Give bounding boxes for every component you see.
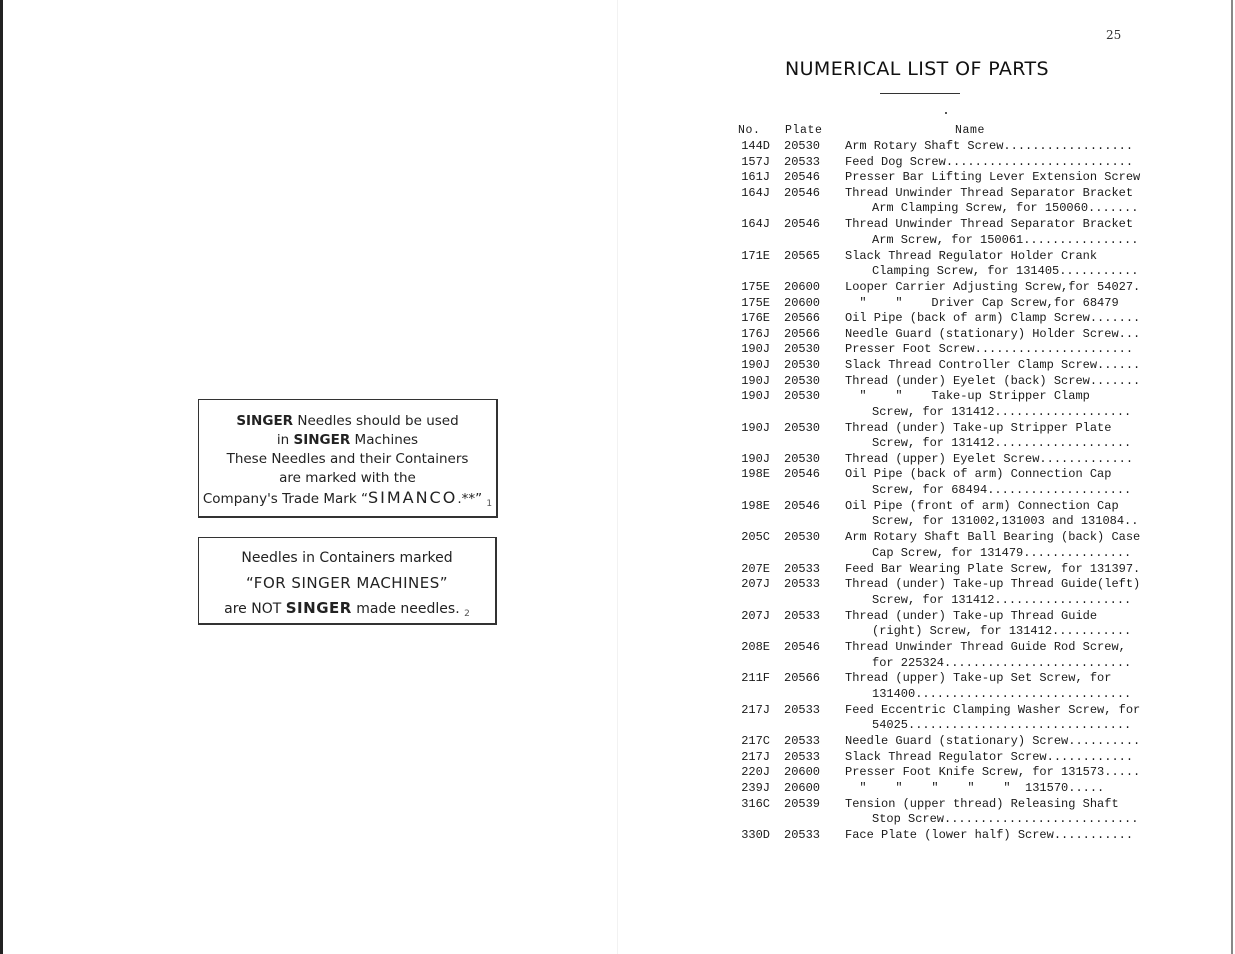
plate-number: 20600	[784, 780, 821, 795]
part-number: 161J	[741, 170, 770, 185]
plate-number: 20530	[784, 373, 821, 388]
part-number: 164J	[741, 185, 770, 200]
part-number: 144D	[741, 139, 770, 153]
singer-brand: SINGER	[236, 413, 294, 429]
part-name-continued: Screw, for 131412...................	[872, 436, 1132, 451]
part-name-continued: Screw, for 131002,131003 and 131084..	[872, 514, 1139, 529]
notice-box-for-singer	[198, 537, 497, 625]
part-name: Thread (under) Take-up Thread Guide(left)	[845, 577, 1141, 592]
table-row	[728, 451, 1134, 468]
singer-brand: SINGER	[285, 599, 352, 617]
page-edge-right	[1231, 0, 1233, 954]
part-name-continued: 131400..............................	[872, 687, 1132, 702]
table-row	[728, 561, 1141, 578]
part-number: 190J	[741, 451, 770, 466]
part-name: Needle Guard (stationary) Holder Screw...	[845, 326, 1141, 341]
notice2-line1: Needles in Containers marked	[241, 550, 453, 566]
table-row	[728, 671, 1130, 702]
part-name: Arm Rotary Shaft Screw..................	[845, 139, 1134, 153]
footnote-marker: 1	[486, 499, 493, 509]
part-number: 175E	[741, 279, 770, 294]
notice2-line3: are NOT SINGER made needles. $_2$	[224, 599, 470, 619]
part-name: Thread (under) Eyelet (back) Screw.......	[845, 373, 1141, 388]
part-number: 239J	[741, 780, 770, 795]
part-number: 176J	[741, 326, 770, 341]
column-header-no: No.	[738, 124, 761, 137]
plate-number: 20600	[784, 279, 821, 294]
table-row	[728, 311, 1141, 327]
notice2-line2: “FOR SINGER MACHINES”	[246, 574, 448, 592]
part-name: Oil Pipe (back of arm) Connection Cap	[845, 467, 1112, 482]
part-number: 190J	[741, 357, 770, 372]
column-header-name: Name	[955, 124, 986, 137]
plate-number: 20600	[784, 295, 821, 310]
plate-number: 20530	[784, 357, 821, 372]
part-number: 190J	[741, 373, 770, 388]
part-number: 207J	[741, 608, 770, 623]
table-row	[728, 170, 1141, 186]
simanco-trademark: SIMANCO	[367, 488, 458, 507]
part-name: Arm Rotary Shaft Ball Bearing (back) Case	[845, 530, 1141, 545]
plate-number: 20533	[784, 702, 821, 717]
part-number: 217J	[741, 749, 770, 764]
notice1-line3: These Needles and their Containers	[226, 451, 469, 467]
plate-number: 20530	[784, 139, 821, 153]
table-row	[728, 577, 1141, 608]
table-row	[728, 749, 1134, 766]
table-row	[728, 640, 1130, 671]
plate-number: 20565	[784, 248, 821, 263]
part-number: 190J	[741, 420, 770, 435]
part-number: 198E	[741, 498, 770, 513]
notice1-line5: Company's Trade Mark “SIMANCO.**” $_1$	[202, 488, 493, 509]
singer-brand: SINGER	[293, 432, 351, 448]
part-number: 157J	[741, 154, 770, 169]
plate-number: 20546	[784, 185, 821, 200]
part-name: Oil Pipe (front of arm) Connection Cap	[845, 498, 1119, 513]
part-name-continued: Screw, for 68494....................	[872, 483, 1132, 498]
part-name: Oil Pipe (back of arm) Clamp Screw.......	[845, 311, 1141, 326]
part-name: Thread Unwinder Thread Separator Bracket	[845, 185, 1134, 200]
part-name: Face Plate (lower half) Screw...........	[845, 827, 1134, 842]
notice1-line2: in SINGER Machines	[276, 432, 419, 448]
table-row	[728, 139, 1134, 155]
part-name: " " Driver Cap Screw,for 68479	[845, 295, 1119, 310]
table-row	[728, 154, 1134, 171]
part-name-continued: 54025...............................	[872, 718, 1132, 733]
part-name: Thread (under) Take-up Stripper Plate	[845, 420, 1112, 435]
part-name: Feed Bar Wearing Plate Screw, for 131397.	[845, 561, 1141, 576]
part-number: 171E	[741, 248, 770, 263]
part-number: 330D	[741, 827, 770, 842]
part-name: Feed Eccentric Clamping Washer Screw, for	[845, 702, 1141, 717]
table-row	[728, 421, 1130, 452]
plate-number: 20533	[784, 577, 821, 592]
part-number: 220J	[741, 765, 770, 780]
part-number: 176E	[741, 311, 770, 326]
plate-number: 20533	[784, 154, 821, 169]
table-row	[728, 217, 1139, 248]
part-name: Thread (upper) Take-up Set Screw, for	[845, 671, 1112, 686]
part-name-continued: (right) Screw, for 131412...........	[872, 624, 1132, 639]
plate-number: 20600	[784, 765, 821, 780]
part-name-continued: for 225324..........................	[872, 655, 1132, 670]
part-name: Feed Dog Screw..........................	[845, 154, 1134, 169]
part-name: Thread (under) Take-up Thread Guide	[845, 608, 1098, 623]
print-speck	[945, 112, 947, 114]
part-number: 190J	[741, 389, 770, 404]
part-name: Slack Thread Regulator Screw............	[845, 749, 1134, 764]
part-name: Looper Carrier Adjusting Screw,for 54027.	[845, 279, 1141, 294]
part-name: " " " " " 131570.....	[845, 780, 1105, 795]
plate-number: 20530	[784, 451, 821, 466]
part-name-continued: Cap Screw, for 131479...............	[872, 545, 1132, 560]
part-name-continued: Screw, for 131412...................	[872, 592, 1132, 607]
plate-number: 20533	[784, 827, 821, 842]
page-gutter	[617, 0, 618, 954]
table-row	[728, 296, 1130, 312]
table-row	[728, 389, 1130, 420]
plate-number: 20566	[784, 311, 821, 326]
part-number: 211F	[741, 671, 770, 686]
part-number: 190J	[741, 342, 770, 357]
column-header-plate: Plate	[785, 124, 823, 137]
plate-number: 20530	[784, 420, 821, 435]
plate-number: 20566	[784, 326, 821, 341]
part-name: Presser Bar Lifting Lever Extension Screw	[845, 170, 1141, 185]
notice1-line1: SINGER Needles should be used	[236, 413, 459, 429]
part-name: Presser Foot Screw......................	[845, 342, 1134, 357]
table-row	[728, 781, 1130, 797]
part-name: Tension (upper thread) Releasing Shaft	[845, 796, 1119, 811]
table-row	[728, 765, 1141, 781]
plate-number: 20533	[784, 749, 821, 764]
part-number: 175E	[741, 295, 770, 310]
part-name-continued: Stop Screw...........................	[872, 812, 1139, 827]
part-name: Thread Unwinder Thread Separator Bracket	[845, 217, 1134, 232]
plate-number: 20533	[784, 734, 821, 749]
table-row	[728, 796, 1139, 828]
part-name-continued: Arm Clamping Screw, for 150060.......	[872, 201, 1139, 216]
table-row	[728, 702, 1141, 734]
table-row	[728, 467, 1130, 498]
plate-number: 20530	[784, 530, 821, 545]
part-number: 217C	[741, 734, 770, 749]
part-number: 207E	[741, 561, 770, 576]
plate-number: 20546	[784, 498, 821, 513]
table-row	[728, 185, 1139, 217]
part-number: 208E	[741, 640, 770, 655]
page-number: 25	[1106, 28, 1122, 42]
table-row	[728, 326, 1141, 343]
table-row	[728, 498, 1139, 530]
part-name: Thread (upper) Eyelet Screw.............	[845, 451, 1134, 466]
part-name-continued: Clamping Screw, for 131405...........	[872, 264, 1139, 279]
table-row	[728, 342, 1134, 358]
plate-number: 20533	[784, 608, 821, 623]
part-number: 217J	[741, 702, 770, 717]
part-name: Thread Unwinder Thread Guide Rod Screw,	[845, 640, 1126, 655]
part-name-continued: Arm Screw, for 150061................	[872, 232, 1139, 247]
table-row	[728, 248, 1139, 280]
plate-number: 20530	[784, 342, 821, 357]
table-row	[728, 734, 1141, 750]
part-name: Slack Thread Controller Clamp Screw......	[845, 357, 1141, 372]
plate-number: 20546	[784, 640, 821, 655]
notice-box-simanco	[198, 399, 498, 518]
part-number: 198E	[741, 467, 770, 482]
title-rule	[880, 93, 960, 94]
plate-number: 20530	[784, 389, 821, 404]
table-row	[728, 279, 1141, 296]
page-title: NUMERICAL LIST OF PARTS	[785, 58, 1049, 80]
footnote-marker: 2	[464, 609, 470, 619]
plate-number: 20533	[784, 561, 821, 576]
plate-number: 20546	[784, 170, 821, 185]
table-row	[728, 827, 1134, 844]
part-number: 205C	[741, 530, 770, 545]
table-row	[728, 373, 1141, 390]
part-number: 164J	[741, 217, 770, 232]
part-name: Slack Thread Regulator Holder Crank	[845, 248, 1098, 263]
part-name-continued: Screw, for 131412...................	[872, 404, 1132, 419]
part-name: Presser Foot Knife Screw, for 131573.....	[845, 765, 1141, 780]
part-number: 316C	[741, 796, 770, 811]
table-row	[728, 357, 1141, 374]
table-row	[728, 530, 1141, 561]
notice1-line4: are marked with the	[279, 470, 416, 486]
plate-number: 20546	[784, 467, 821, 482]
page-edge-left	[0, 0, 3, 954]
part-name: " " Take-up Stripper Clamp	[845, 389, 1090, 404]
plate-number: 20566	[784, 671, 821, 686]
part-name: Needle Guard (stationary) Screw..........	[845, 734, 1141, 749]
parts-list	[728, 139, 1141, 844]
plate-number: 20539	[784, 796, 821, 811]
table-row	[728, 609, 1130, 640]
plate-number: 20546	[784, 217, 821, 232]
part-number: 207J	[741, 577, 770, 592]
